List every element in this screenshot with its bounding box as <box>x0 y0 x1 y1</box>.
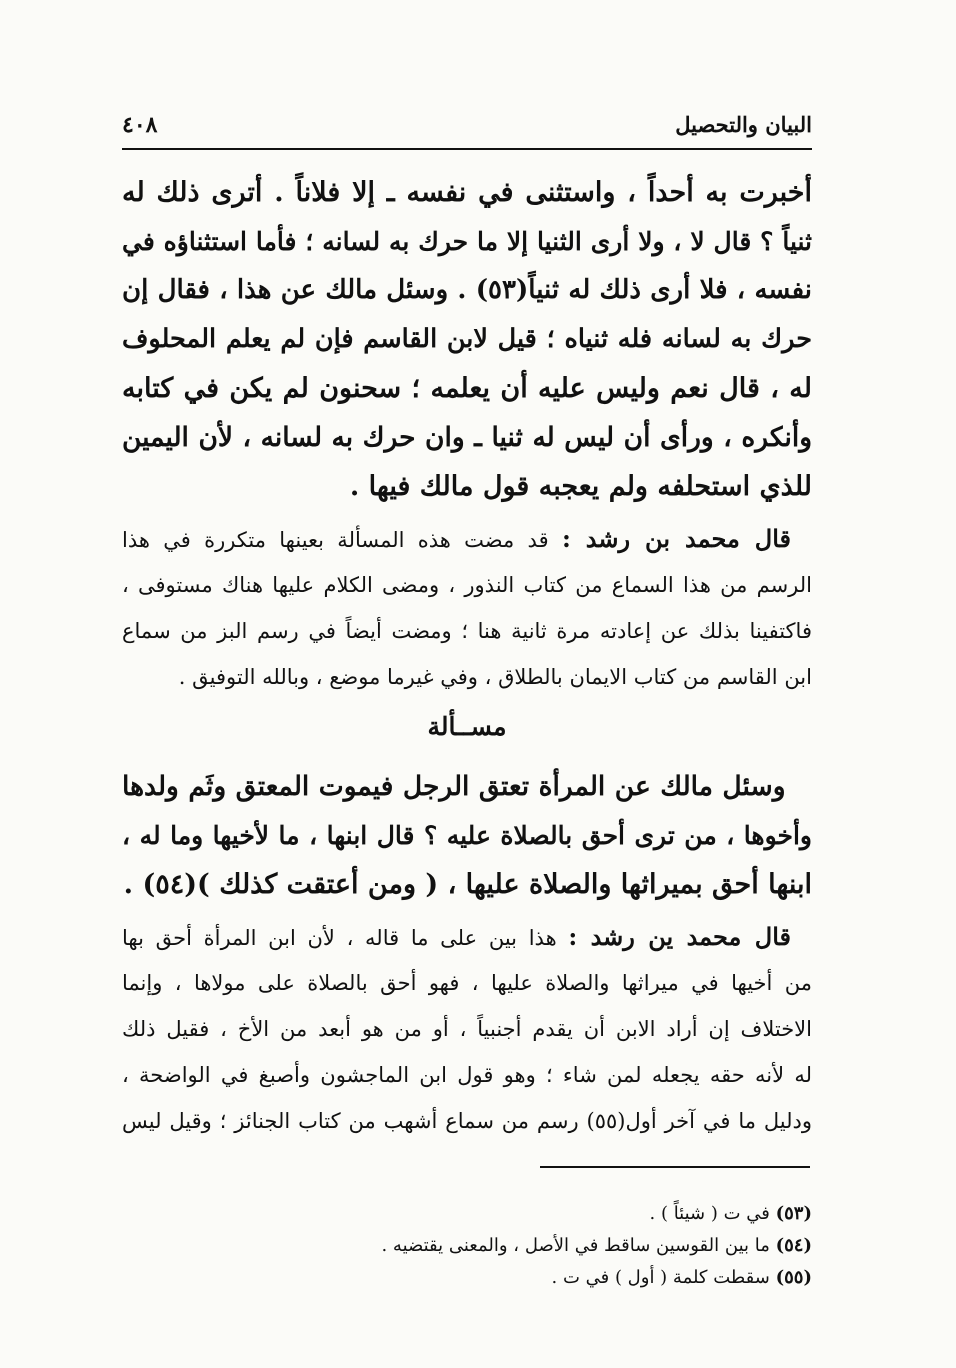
text-line: ودليل ما في آخر أول(٥٥) رسم من سماع أشهب من كتاب الجنائز ؛ وقيل ليس <box>122 1109 812 1133</box>
section-heading: مســألة <box>427 712 507 741</box>
text-segment: قد مضت هذه المسألة بعينها متكررة في هذا <box>122 528 549 552</box>
footnote-number: (٥٥) <box>775 1267 812 1288</box>
footnote-number: (٥٤) <box>775 1235 812 1256</box>
footnote <box>300 1198 812 1230</box>
footnote-separator <box>540 1166 810 1168</box>
text-segment: وسئل مالك عن المرأة تعتق الرجل فيموت المعتق وثَم ولدها <box>122 771 786 802</box>
text-line: حرك به لسانه فله ثنياه ؛ قيل لابن القاسم فإن لم يعلم المحلوف <box>122 324 812 354</box>
text-line <box>122 914 812 960</box>
footnote-text: في ت ( شيئاً ) . <box>649 1203 770 1224</box>
text-line: فاكتفينا بذلك عن إعادته مرة ثانية هنا ؛ ومضت أيضاً في رسم البز من سماع <box>122 619 812 643</box>
footnote-text: ما بين القوسين ساقط في الأصل ، والمعنى يقتضيه . <box>381 1235 770 1256</box>
footnote-text: سقطت كلمة ( أول ) في ت . <box>551 1267 770 1288</box>
commentary-lead: قال محمد بن رشد : <box>561 524 792 553</box>
running-title: البيان والتحصيل <box>675 112 812 137</box>
page-number: ٤٠٨ <box>122 112 158 138</box>
text-line: ثنياً ؟ قال لا ، ولا أرى الثنيا إلا ما حرك به لسانه ؛ فأما استثناؤه في <box>122 227 812 256</box>
text-line: له ، قال نعم وليس عليه أن يعلمه ؛ سحنون لم يكن في كتابه <box>122 373 812 404</box>
paragraph-2 <box>122 762 812 909</box>
commentary-lead: قال محمد ين رشد : <box>568 922 791 951</box>
footnotes <box>300 1198 812 1294</box>
text-line: ابن القاسم من كتاب الايمان بالطلاق ، وفي غيرما موضع ، وبالله التوفيق . <box>178 665 812 689</box>
text-line: أخبرت به أحداً ، واستثنى في نفسه ـ إلا فلاناً . أترى ذلك له <box>122 177 812 208</box>
text-segment: هذا بين على ما قاله ، لأن ابن المرأة أحق بها <box>122 926 557 950</box>
footnote-number: (٥٣) <box>775 1203 812 1224</box>
text-line <box>122 762 812 811</box>
footnote <box>300 1230 812 1262</box>
text-line: للذي استحلفه ولم يعجبه قول مالك فيها . <box>349 471 812 502</box>
paragraph-1 <box>122 168 812 511</box>
text-line <box>122 516 812 562</box>
text-line: الاختلاف إن أراد الابن أن يقدم أجنبياً ، أو من هو أبعد من الأخ ، فقيل ذلك <box>122 1017 812 1041</box>
page-header <box>122 110 812 150</box>
text-line: الرسم من هذا السماع من كتاب النذور ، ومضى الكلام عليها هناك مستوفى ، <box>122 573 812 597</box>
text-line: له لأنه حقه يجعله لمن شاء ؛ وهو قول ابن الماجشون وأصبغ في الواضحة ، <box>122 1063 812 1087</box>
text-line: ابنها أحق بميراثها والصلاة عليها ، ( ومن أعتقت كذلك )(٥٤) . <box>123 869 812 900</box>
text-line: من أخيها في ميراثها والصلاة عليها ، فهو أحق بالصلاة على مولاها ، وإنما <box>122 971 812 995</box>
text-line: وأخوها ، من ترى أحق بالصلاة عليه ؟ قال ابنها ، ما لأخيها وما له ، <box>122 821 812 850</box>
text-line: وأنكره ، ورأى أن ليس له ثنيا ـ وان حرك به لسانه ، لأن اليمين <box>122 422 812 453</box>
commentary-1 <box>122 516 812 700</box>
text-line: نفسه ، فلا أرى ذلك له ثنياً(٥٣) . وسئل مالك عن هذا ، فقال إن <box>122 275 812 305</box>
footnote <box>300 1262 812 1294</box>
commentary-2 <box>122 914 812 1144</box>
